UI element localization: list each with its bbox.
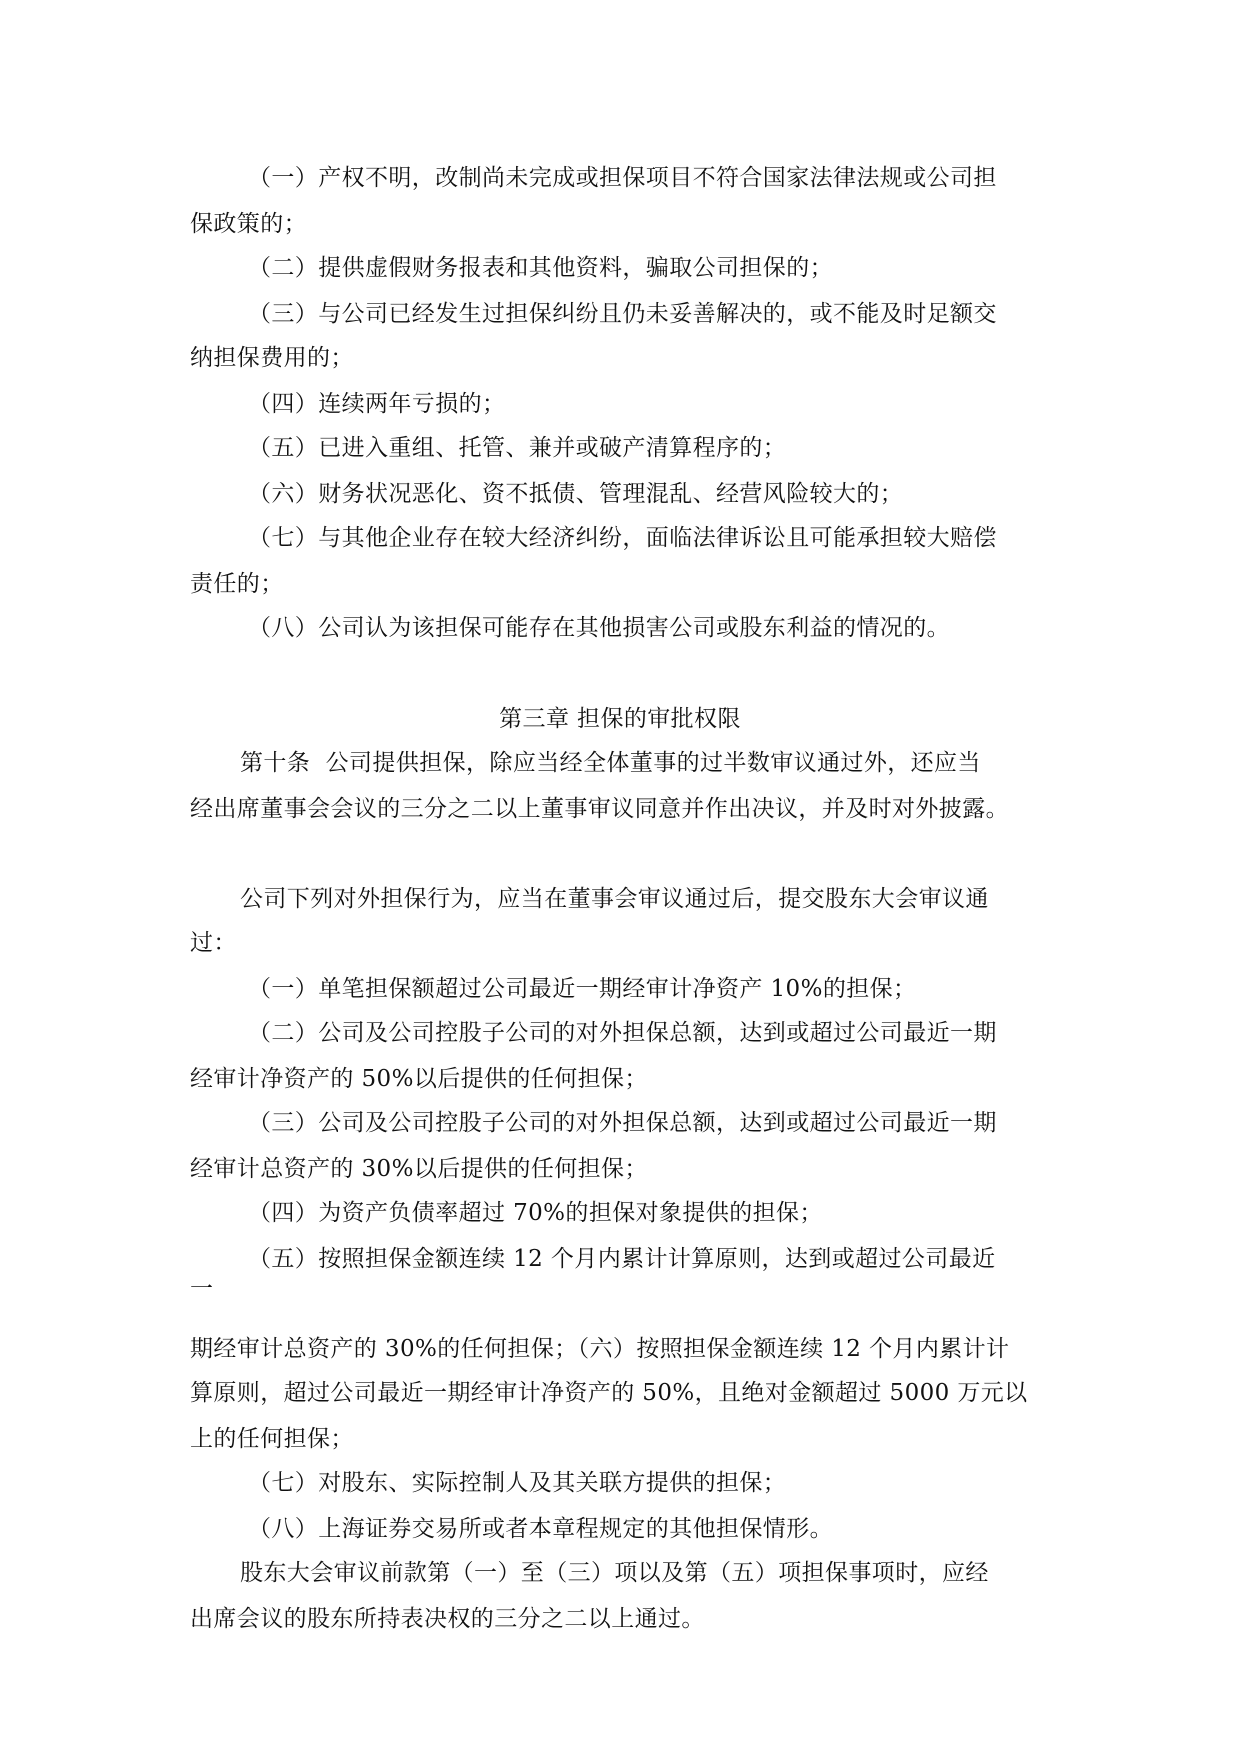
list-item-continuation: 算原则，超过公司最近一期经审计净资产的 50%，且绝对金额超过 5000 万元以: [190, 1380, 1028, 1406]
list-item-continuation: 上的任何担保；: [190, 1426, 354, 1452]
list-item: （二）提供虚假财务报表和其他资料，骗取公司担保的；: [248, 255, 833, 281]
list-item: （四）为资产负债率超过 70%的担保对象提供的担保；: [248, 1200, 823, 1226]
chapter-title: 第三章 担保的审批权限: [499, 706, 741, 732]
list-item: （七）与其他企业存在较大经济纠纷，面临法律诉讼且可能承担较大赔偿: [248, 525, 997, 551]
list-item: （六）财务状况恶化、资不抵债、管理混乱、经营风险较大的；: [248, 481, 904, 507]
paragraph-line: 公司下列对外担保行为，应当在董事会审议通过后，提交股东大会审议通: [240, 886, 989, 912]
paragraph-line: 出席会议的股东所持表决权的三分之二以上通过。: [190, 1606, 705, 1632]
list-item-continuation: 经审计净资产的 50%以后提供的任何担保；: [190, 1066, 648, 1092]
article-10-line: 经出席董事会会议的三分之二以上董事审议同意并作出决议，并及时对外披露。: [190, 796, 1009, 822]
list-item: （一）单笔担保额超过公司最近一期经审计净资产 10%的担保；: [248, 976, 917, 1002]
list-item: （三）与公司已经发生过担保纠纷且仍未妥善解决的，或不能及时足额交: [248, 301, 997, 327]
article-10-line: 第十条 公司提供担保，除应当经全体董事的过半数审议通过外，还应当: [240, 750, 981, 776]
list-item-continuation: 保政策的；: [190, 211, 307, 237]
list-item: （二）公司及公司控股子公司的对外担保总额，达到或超过公司最近一期: [248, 1020, 997, 1046]
list-item-continuation: 一: [190, 1276, 214, 1302]
list-item-continuation: 纳担保费用的；: [190, 345, 354, 371]
list-item: （五）已进入重组、托管、兼并或破产清算程序的；: [248, 435, 787, 461]
list-item: （八）上海证券交易所或者本章程规定的其他担保情形。: [248, 1516, 833, 1542]
list-item-continuation: 期经审计总资产的 30%的任何担保；（六）按照担保金额连续 12 个月内累计计: [190, 1336, 1010, 1362]
list-item-continuation: 责任的；: [190, 571, 284, 597]
paragraph-line: 过：: [190, 930, 237, 956]
list-item: （三）公司及公司控股子公司的对外担保总额，达到或超过公司最近一期: [248, 1110, 997, 1136]
list-item: （五）按照担保金额连续 12 个月内累计计算原则，达到或超过公司最近: [248, 1246, 996, 1272]
list-item: （七）对股东、实际控制人及其关联方提供的担保；: [248, 1470, 787, 1496]
paragraph-line: 股东大会审议前款第（一）至（三）项以及第（五）项担保事项时，应经: [240, 1560, 989, 1586]
list-item: （八）公司认为该担保可能存在其他损害公司或股东利益的情况的。: [248, 615, 950, 641]
list-item: （一）产权不明，改制尚未完成或担保项目不符合国家法律法规或公司担: [248, 165, 997, 191]
list-item: （四）连续两年亏损的；: [248, 391, 506, 417]
list-item-continuation: 经审计总资产的 30%以后提供的任何担保；: [190, 1156, 648, 1182]
